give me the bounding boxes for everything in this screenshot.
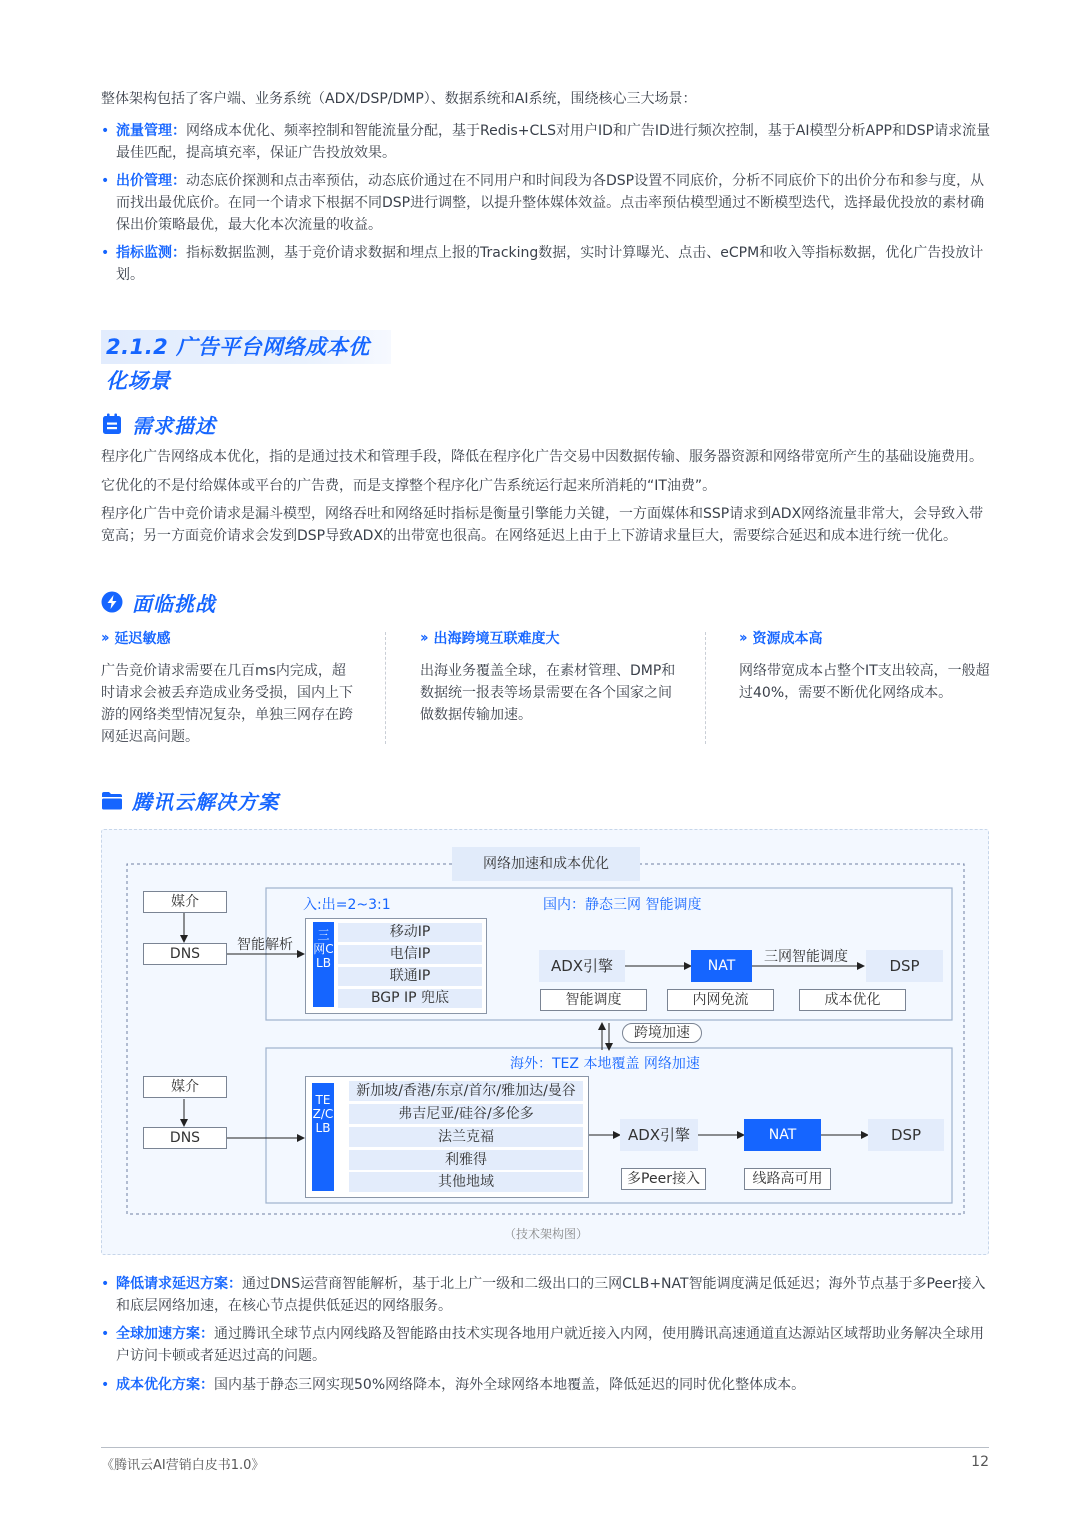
page-number: 12 [971,1454,989,1470]
challenge-body: 网络带宽成本占整个IT支出较高，一般超过40%，需要不断优化网络成本。 [739,663,990,701]
cross-border-label: 跨境加速 [622,1023,702,1043]
domestic-title: 国内：静态三网 智能调度 [543,897,702,913]
bullet-key: 出价管理： [116,173,186,189]
smart-dns-label: 智能解析 [237,937,293,953]
tag-free: 内网免流 [667,989,774,1011]
double-chevron-icon: ›› [739,630,745,646]
divider [705,632,706,744]
challenge-title: 延迟敏感 [114,631,171,647]
bullet-global [101,1323,991,1367]
dsp-box: DSP [868,1119,944,1151]
architecture-diagram [101,829,989,1255]
media-box: 媒介 [143,891,227,913]
bullet-text: 动态底价探测和点击率预估，动态底价通过在不同用户和时间段为各DSP设置不同底价，分析不同底价下的出价分布和参与度，从而找出最优底价。在同一个请求下根据不同DSP进行调整，以提升整体媒体效益。点击率预估模型通过不断模型迭代，选择最优投放的素材确保出价策略最优，最大化本次流量的收益。 [116,173,985,233]
outer-title: 网络加速和成本优化 [452,847,640,881]
media-box: 媒介 [143,1076,227,1098]
nat-box: NAT [691,950,752,982]
bullet-dot: • [101,1276,110,1292]
diagram-caption: （技术架构图） [503,1227,588,1241]
bullet-text: 网络成本优化、频率控制和智能流量分配，基于Redis+CLS对用户ID和广告ID进行频次控制，基于AI模型分析APP和DSP请求流量最佳匹配，提高填充率，保证广告投放效果。 [116,123,991,161]
bullet-text: 通过DNS运营商智能解析，基于北上广一级和二级出口的三网CLB+NAT智能调度满足低延迟；海外节点基于多Peer接入和底层网络加速，在核心节点提供低延迟的网络服务。 [116,1276,986,1314]
challenge-body: 出海业务覆盖全球，在素材管理、DMP和数据统一报表等场景需要在各个国家之间做数据传输加速。 [420,663,676,723]
region-row: 利雅得 [349,1150,583,1170]
bullet-text: 通过腾讯全球节点内网线路及智能路由技术实现各地用户就近接入内网，使用腾讯高速通道直达源站区域帮助业务解决全球用户访问卡顿或者延迟过高的问题。 [116,1326,984,1364]
bullet-cost [101,1374,991,1396]
bullet-bidding [101,170,991,236]
ip-row: 移动IP [338,923,482,942]
bullet-key: 全球加速方案： [116,1326,214,1342]
intro-text: 整体架构包括了客户端、业务系统（ADX/DSP/DMP）、数据系统和AI系统，围绕核心三大场景： [101,91,697,107]
tez-label: TEZ/CLB [312,1083,334,1191]
tag-ha: 线路高可用 [744,1168,831,1190]
dns-box: DNS [143,943,227,965]
ip-row: 联通IP [338,967,482,986]
ip-row: 电信IP [338,945,482,964]
ip-row: BGP IP 兜底 [338,989,482,1008]
region-row: 新加坡/香港/东京/首尔/雅加达/曼谷 [349,1081,583,1101]
bullet-traffic [101,120,991,164]
challenge-title: 出海跨境互联难度大 [433,631,560,647]
footer-title: 《腾讯云AI营销白皮书1.0》 [101,1458,265,1473]
solution-heading-label: 腾讯云解决方案 [132,789,279,814]
folder-icon [101,789,123,811]
challenges-heading-label: 面临挑战 [132,591,216,616]
challenge-title: 资源成本高 [752,631,823,647]
clipboard-icon [101,413,123,435]
bullet-text: 指标数据监测，基于竞价请求数据和埋点上报的Tracking数据，实时计算曝光、点击、eCPM和收入等指标数据，优化广告投放计划。 [116,245,984,283]
adx-engine-box: ADX引擎 [539,950,625,982]
ratio-label: 入:出=2~3:1 [303,897,391,913]
overseas-title: 海外：TEZ 本地覆盖 网络加速 [510,1056,700,1072]
challenge-latency [101,628,371,748]
section-title: 2.1.2 广告平台网络成本优化场景 [101,330,391,364]
solution-heading [101,786,279,814]
bullet-dot: • [101,1377,110,1393]
region-row: 法兰克福 [349,1127,583,1147]
bullet-text: 国内基于静态三网实现50%网络降本，海外全球网络本地覆盖，降低延迟的同时优化整体成本。 [214,1377,806,1393]
tag-cost: 成本优化 [799,989,906,1011]
bullet-latency [101,1273,991,1317]
demand-p1: 程序化广告网络成本优化，指的是通过技术和管理手段，降低在程序化广告交易中因数据传输、服务器资源和网络带宽所产生的基础设施费用。 [101,449,983,465]
demand-heading [101,410,216,438]
dsp-box: DSP [866,950,943,982]
region-row: 其他地域 [349,1172,583,1192]
double-chevron-icon: ›› [420,630,426,646]
bullet-dot: • [101,245,110,261]
clb-label: 三网CLB [313,922,334,1007]
footer-divider [101,1447,989,1448]
bullet-dot: • [101,1326,110,1342]
bullet-key: 降低请求延迟方案： [116,1276,242,1292]
demand-p2: 它优化的不是付给媒体或平台的广告费，而是支撑整个程序化广告系统运行起来所消耗的“IT油费”。 [101,478,717,494]
challenge-crossborder [420,628,690,726]
demand-p3: 程序化广告中竞价请求是漏斗模型，网络吞吐和网络延时指标是衡量引擎能力关键，一方面媒体和SSP请求到ADX网络流量非常大，会导致入带宽高；另一方面竞价请求会发到DSP导致ADX的出带宽也很高。在网络延迟上由于上下游请求量巨大，需要综合延迟和成本进行统一优化。 [101,506,984,544]
double-chevron-icon: ›› [101,630,107,646]
challenge-body: 广告竞价请求需要在几百ms内完成，超时请求会被丢弃造成业务受损，国内上下游的网络类型情况复杂，单独三网存在跨网延迟高问题。 [101,663,353,745]
tag-schedule: 智能调度 [540,989,647,1011]
dns-box: DNS [143,1127,227,1149]
demand-heading-label: 需求描述 [132,413,216,438]
nat-box: NAT [744,1119,821,1151]
divider [385,632,386,744]
bullet-key: 指标监测： [116,245,186,261]
challenges-heading [101,588,216,616]
three-net-label: 三网智能调度 [764,949,848,965]
bullet-dot: • [101,173,110,189]
bullet-key: 成本优化方案： [116,1377,214,1393]
challenge-cost [739,628,1009,704]
bullet-dot: • [101,123,110,139]
adx-engine-box: ADX引擎 [620,1119,698,1151]
bullet-key: 流量管理： [116,123,186,139]
lightning-icon [101,591,123,613]
tag-peer: 多Peer接入 [621,1168,706,1190]
region-row: 弗吉尼亚/硅谷/多伦多 [349,1104,583,1124]
bullet-metrics [101,242,991,286]
